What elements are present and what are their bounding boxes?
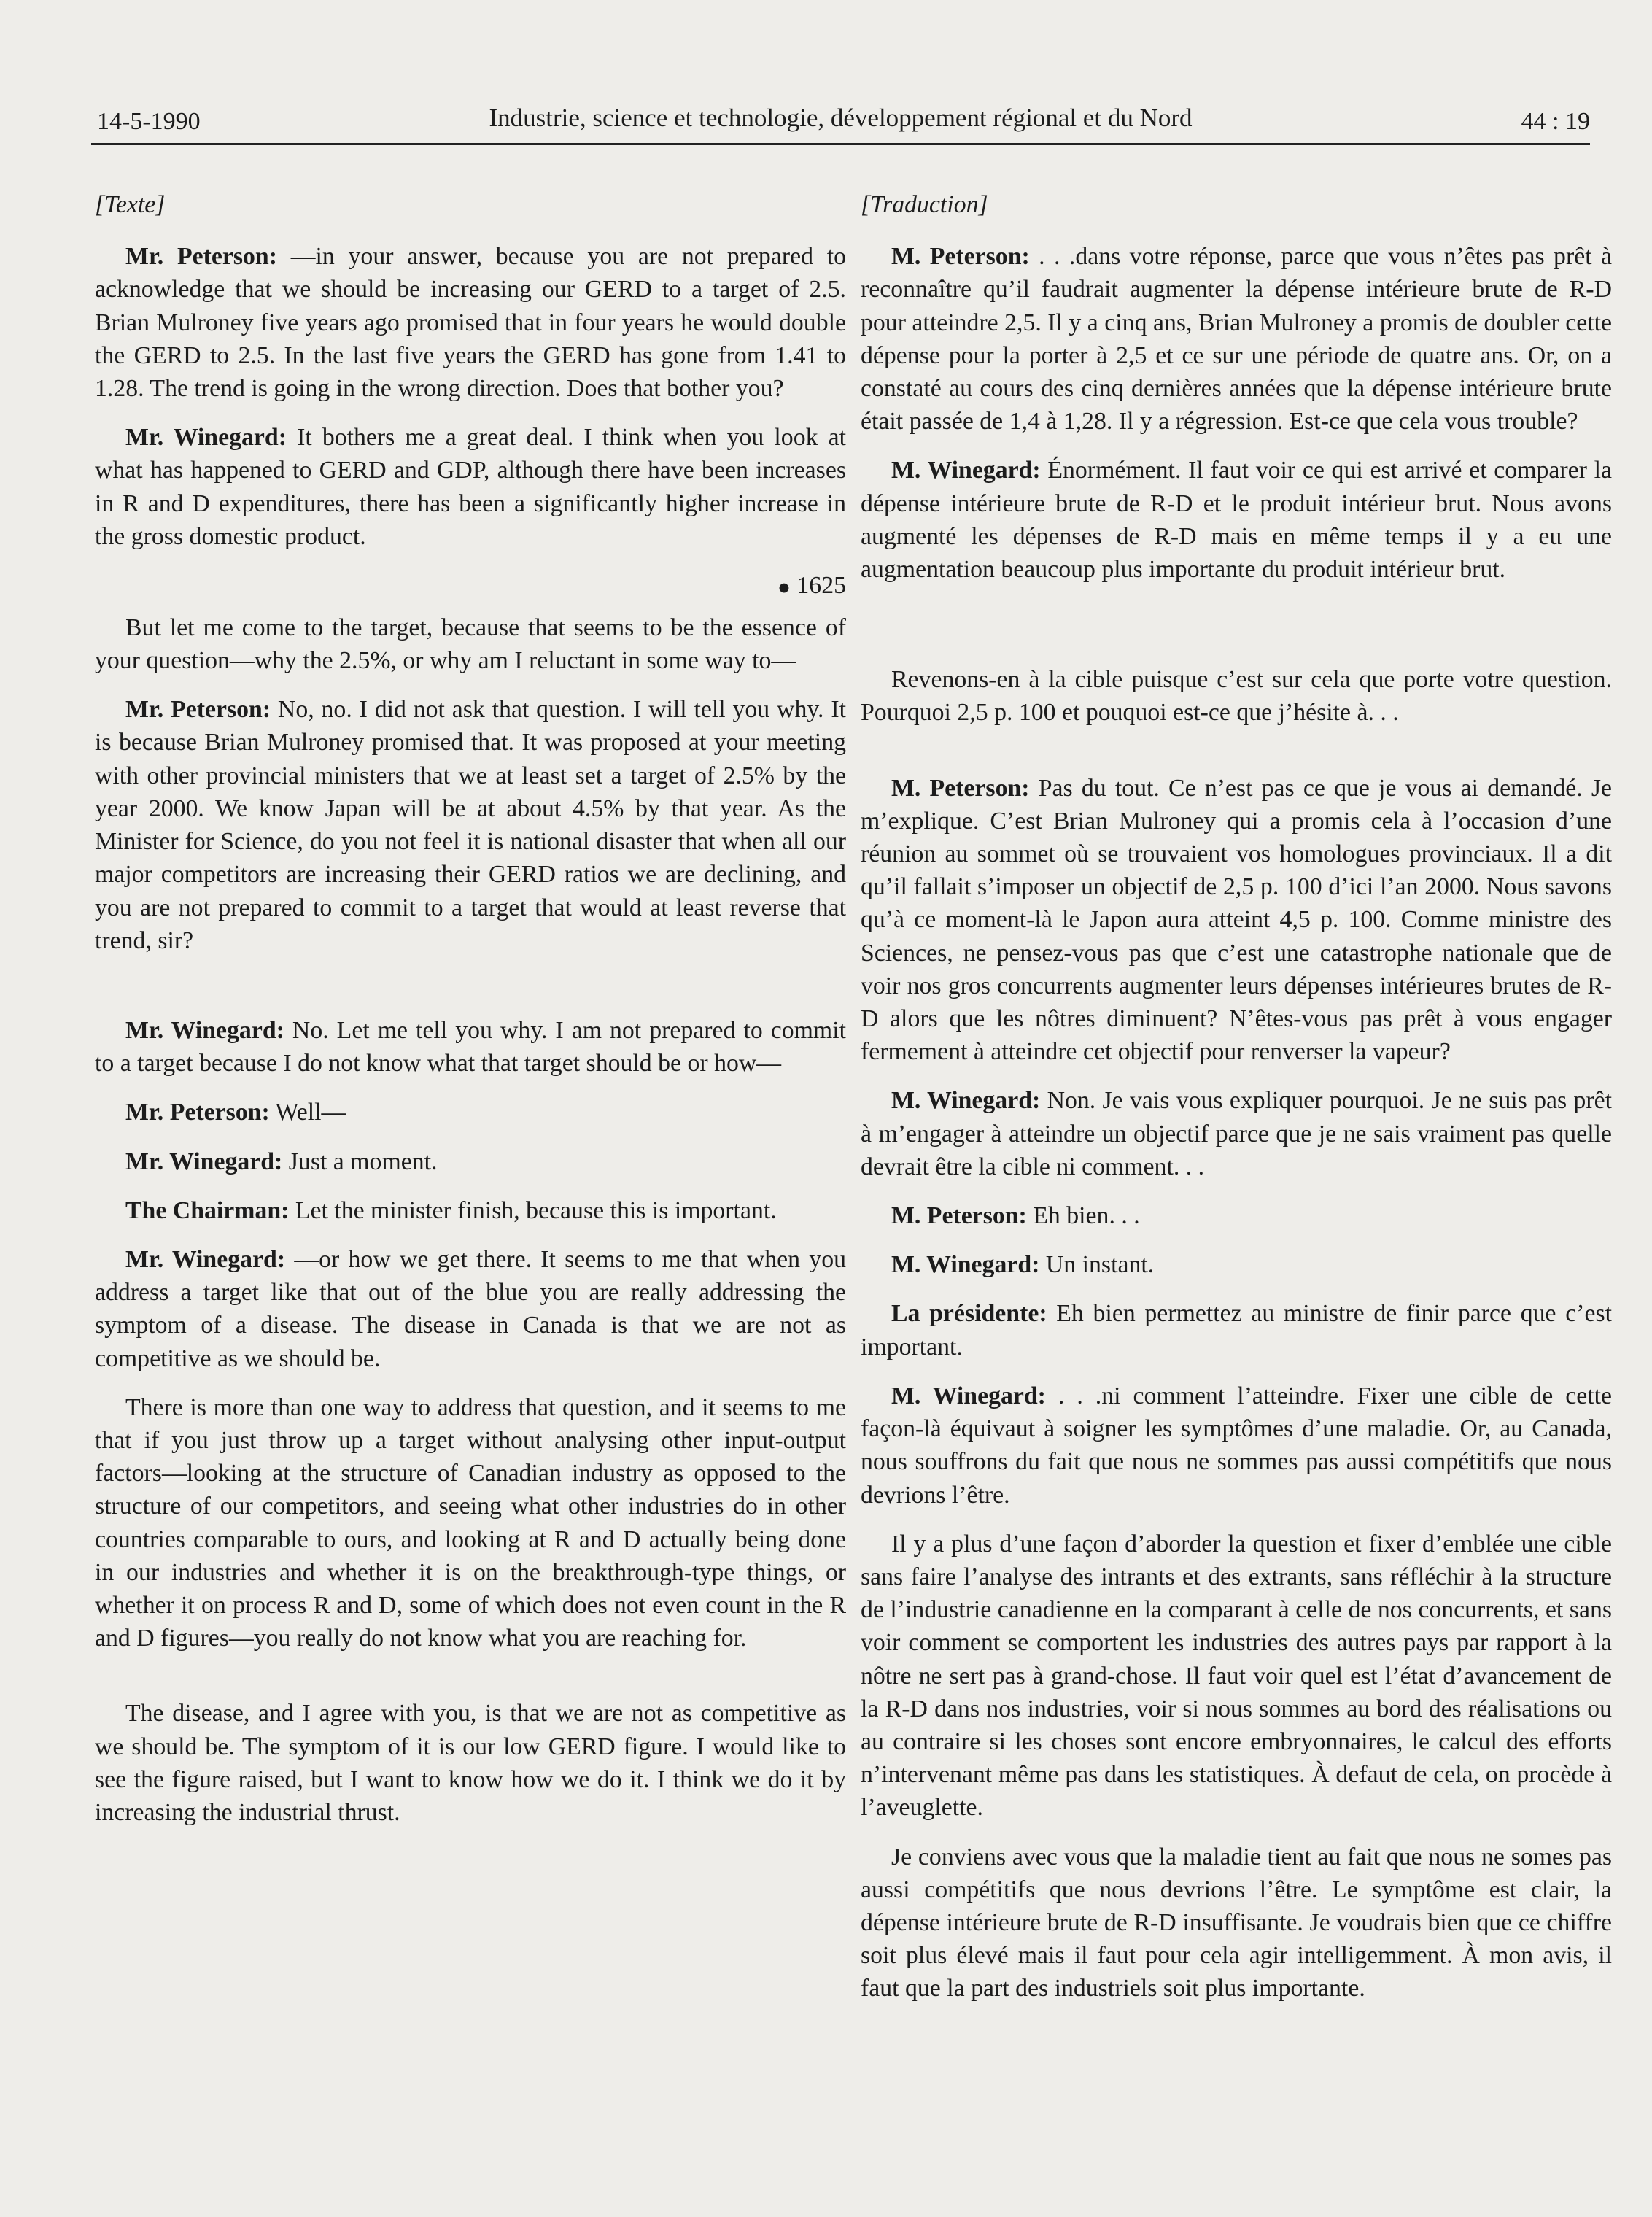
- speech: —in your answer, because you are not prepared to acknowledge that we should be increasing our GERD to a target of 2.5. Brian Mulroney five years ago promised that in four years he would double the GERD to 2.5. In the last five years the GERD has gone from 1.41 to 1.28. The trend is going in the wrong direction. Does that bother you?: [95, 243, 846, 403]
- speaker: La présidente:: [891, 1300, 1047, 1328]
- paragraph: [861, 240, 1612, 438]
- column-label: [Texte]: [95, 191, 166, 218]
- speech: There is more than one way to address that question, and it seems to me that if you just throw up a target without analysing other input-output factors—looking at the structure of Canadian industry as opposed to the structure of our competitors, and seeing what other industries do in other countries comparable to ours, and looking at R and D actually being done in our industries and whether it is on the breakthrough-type things, or whether it on process R and D, some of which does not even count in the R and D figures—you really do not know what you are reaching for.: [95, 1393, 846, 1652]
- header-page-number: 44 : 19: [1521, 108, 1590, 135]
- speech: Un instant.: [1039, 1251, 1155, 1279]
- paragraph: [861, 1084, 1612, 1183]
- header-date: 14-5-1990: [97, 108, 201, 135]
- paragraph: [861, 1297, 1612, 1363]
- speaker: Mr. Peterson:: [125, 243, 277, 271]
- speech: . . .dans votre réponse, parce que vous n’êtes pas prêt à reconnaître qu’il faudrait augmenter la dépense intérieure brute de R-D pour atteindre 2,5. Il y a cinq ans, Brian Mulroney a promis de doubler cette dépense pour la porter à 2,5 et ce sur une période de quatre ans. Or, on a constaté au cours des cinq dernières années que la dépense intérieure brute était passée de 1,4 à 1,28. Il y a régression. Est-ce que cela vous trouble?: [861, 243, 1612, 436]
- speech: The disease, and I agree with you, is that we are not as competitive as we should be. The symptom of it is our low GERD figure. I would like to see the figure raised, but I want to know how we do it. I think we do it by increasing the industrial thrust.: [95, 1700, 846, 1826]
- speaker: Mr. Winegard:: [125, 424, 287, 452]
- speech: But let me come to the target, because that seems to be the essence of your question—why the 2.5%, or why am I reluctant in some way to—: [95, 614, 846, 675]
- speech: No, no. I did not ask that question. I will tell you why. It is because Brian Mulroney promised that. It was proposed at your meeting with other provincial ministers that we at least set a target of 2.5% by the year 2000. We know Japan will be at about 4.5% by that year. As the Minister for Science, do you not feel it is national disaster that when all our major competitors are increasing their GERD ratios we are declining, and you are not prepared to commit to a target that would at least reverse that trend, sir?: [95, 696, 846, 954]
- column-label: [Traduction]: [861, 191, 988, 218]
- spacer: [95, 1671, 846, 1697]
- header-title: Industrie, science et technologie, développement régional et du Nord: [489, 104, 1193, 132]
- bullet-icon: ●: [777, 575, 791, 600]
- speaker: Mr. Winegard:: [125, 1016, 284, 1044]
- speech: Énormément. Il faut voir ce qui est arrivé et comparer la dépense intérieure brute de R-D et le produit intérieur brut. Nous avons augmenté les dépenses de R-D mais en même temps il y a eu une augmentation beaucoup plus importante du produit intérieur brut.: [861, 457, 1612, 584]
- speaker: Mr. Winegard:: [125, 1148, 283, 1175]
- speaker: Mr. Peterson:: [125, 696, 271, 724]
- speaker: M. Winegard:: [891, 457, 1041, 484]
- paragraph: [861, 1380, 1612, 1512]
- paragraph: [95, 611, 846, 677]
- speech: Eh bien. . .: [1026, 1202, 1140, 1230]
- spacer: [861, 643, 1612, 663]
- paragraph: [861, 772, 1612, 1069]
- speaker: Mr. Winegard:: [125, 1245, 286, 1273]
- paragraph: [95, 1194, 846, 1227]
- speaker: M. Winegard:: [891, 1251, 1040, 1279]
- paragraph: [861, 1199, 1612, 1232]
- speaker: M. Peterson:: [891, 1202, 1027, 1230]
- paragraph: [95, 693, 846, 957]
- time-value: 1625: [796, 572, 846, 600]
- paragraph: [95, 1697, 846, 1829]
- paragraph: [861, 1528, 1612, 1825]
- speech: Il y a plus d’une façon d’aborder la question et fixer d’emblée une cible sans faire l’analyse des intrants et des extrants, sans réfléchir à la structure de l’industrie canadienne en la comparant à celle de nos concurrents, et sans voir comment se comportent les industries des autres pays par rapport à la nôtre ne sert pas à grand-chose. Il faut voir quel est l’état d’avancement de la R-D dans nos industries, voir si nous sommes au bord des réalisations ou au contraire si les choses sont encore embryonnaires, le calcul des efforts n’intervenant même pas dans les statistiques. À defaut de cela, on procède à l’aveuglette.: [861, 1530, 1612, 1822]
- speaker: M. Winegard:: [891, 1087, 1041, 1115]
- speaker: Mr. Peterson:: [125, 1099, 270, 1126]
- speech: Revenons-en à la cible puisque c’est sur cela que porte votre question. Pourquoi 2,5 p. 100 et pouquoi est-ce que j’hésite à. . .: [861, 666, 1612, 727]
- speaker: M. Winegard:: [891, 1382, 1046, 1409]
- speech: —or how we get there. It seems to me that when you address a target like that out of the blue you are really addressing the symptom of a disease. The disease in Canada is that we are not as competitive as we should be.: [95, 1245, 846, 1372]
- speech: Well—: [269, 1099, 346, 1126]
- paragraph: [95, 1145, 846, 1178]
- page-header: [91, 102, 1590, 140]
- paragraph: [861, 663, 1612, 729]
- paragraph: [95, 240, 846, 405]
- speaker: The Chairman:: [125, 1196, 290, 1224]
- header-rule: [91, 143, 1590, 145]
- paragraph: [95, 1243, 846, 1375]
- paragraph: [861, 454, 1612, 586]
- paragraph: [95, 1096, 846, 1129]
- speech: . . .ni comment l’atteindre. Fixer une cible de cette façon-là équivaut à soigner les symptômes d’une maladie. Or, au Canada, nous souffrons du fait que nous ne sommes pas aussi compétitifs que nous devrions l’être.: [861, 1382, 1612, 1509]
- speech: Let the minister finish, because this is important.: [289, 1196, 777, 1224]
- speech: It bothers me a great deal. I think when you look at what has happened to GERD and GDP, although there have been increases in R and D expenditures, there has been a significantly higher increase in the gross domestic product.: [95, 424, 846, 550]
- paragraph: [95, 1391, 846, 1655]
- speaker: M. Peterson:: [891, 243, 1030, 271]
- speech: Non. Je vais vous expliquer pourquoi. Je ne suis pas prêt à m’engager à atteindre un objectif parce que je ne sais vraiment pas quelle devrait être la cible ni comment. . .: [861, 1087, 1612, 1180]
- speech: Just a moment.: [282, 1148, 438, 1175]
- speaker: M. Peterson:: [891, 774, 1030, 802]
- speech: No. Let me tell you why. I am not prepared to commit to a target because I do not know what that target should be or how—: [95, 1016, 847, 1077]
- spacer: [95, 973, 846, 1014]
- paragraph: [861, 1248, 1612, 1281]
- spacer: [861, 746, 1612, 772]
- speech: Eh bien permettez au ministre de finir parce que c’est important.: [861, 1300, 1612, 1361]
- speech: Je conviens avec vous que la maladie tient au fait que nous ne somes pas aussi compétitifs que nous devrions l’être. Le symptôme est clair, la dépense intérieure brute de R-D insuffisante. Je voudrais bien que ce chiffre soit plus élevé mais il faut pour cela agir intelligemment. À mon avis, il faut que la part des industriels soit plus importante.: [861, 1843, 1612, 2003]
- time-marker: [95, 569, 846, 604]
- spacer: [861, 602, 1612, 643]
- speech: Pas du tout. Ce n’est pas ce que je vous ai demandé. Je m’explique. C’est Brian Mulroney qui a promis cela à l’occasion d’une réunion au sommet où se trouvaient vos homologues provinciaux. Il a dit qu’il fallait s’imposer un objectif de 2,5 p. 100 d’ici l’an 2000. Nous savons qu’à ce moment-là le Japon aura atteint 4,5 p. 100. Comme ministre des Sciences, ne pensez-vous pas que c’est une catastrophe nationale que de voir nos gros concurrents augmenter leurs dépenses intérieures brutes de R-D alors que les nôtres diminuent? N’êtes-vous pas prêt à vous engager fermement à atteindre cet objectif pour renverser la vapeur?: [861, 774, 1612, 1066]
- paragraph: [95, 421, 846, 553]
- paragraph: [95, 1014, 846, 1080]
- english-column: [95, 188, 846, 1845]
- french-column: [861, 188, 1612, 2021]
- paragraph: [861, 1841, 1612, 2005]
